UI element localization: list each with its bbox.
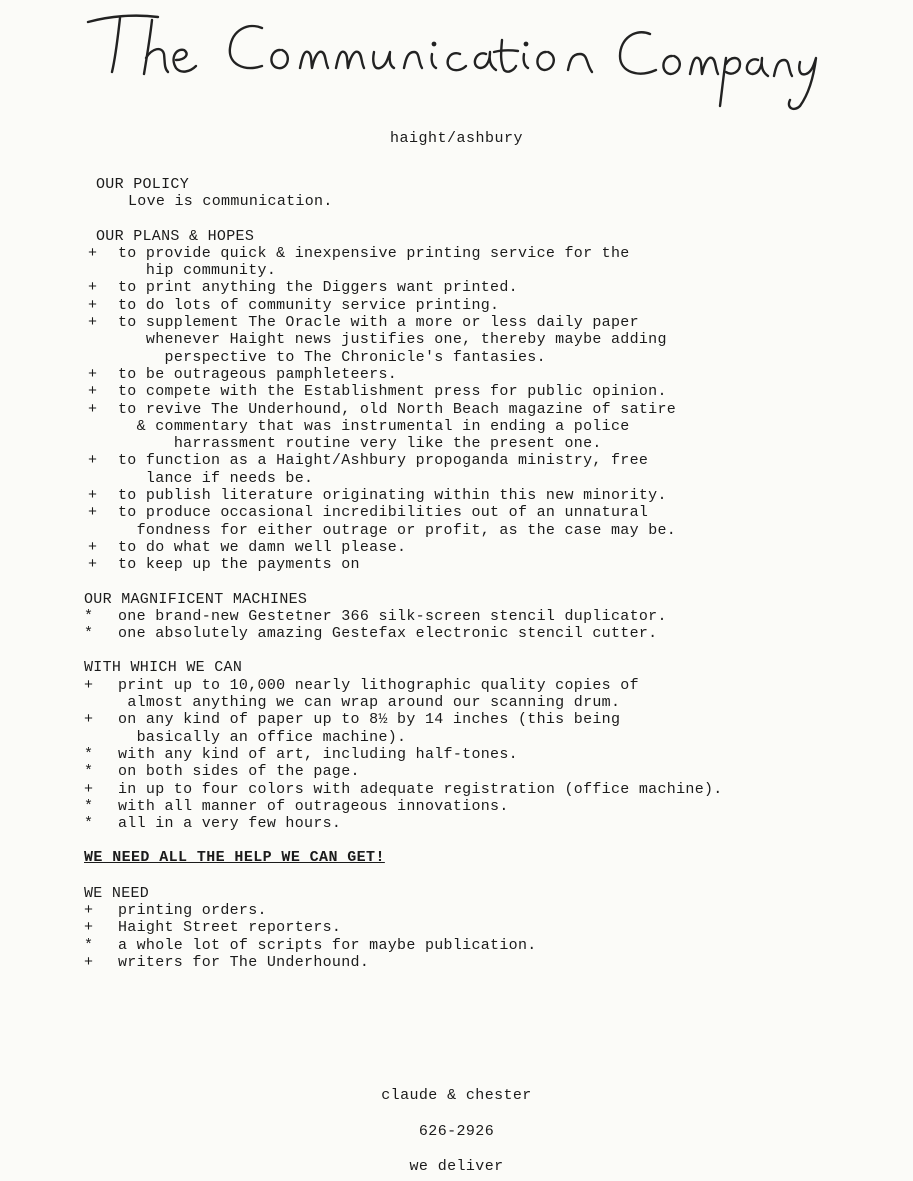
bullet: + — [88, 556, 98, 574]
capabilities-heading: WITH WHICH WE CAN — [84, 659, 243, 677]
policy-text: Love is communication. — [128, 193, 333, 211]
list-item — [84, 746, 854, 763]
list-item — [84, 556, 854, 573]
list-item — [84, 487, 854, 504]
list-item-text: to publish literature originating within this new minority. — [118, 487, 667, 505]
list-item-text: to print anything the Diggers want printed. — [118, 279, 518, 297]
bullet: + — [88, 296, 98, 314]
list-item-text: to revive The Underhound, old North Beach magazine of satire & commentary that was instrumental in ending a police harrassment routine very like the present one. — [118, 400, 677, 453]
list-item — [84, 366, 854, 383]
list-item-text: to provide quick & inexpensive printing service for the hip community. — [118, 244, 630, 280]
bullet: + — [84, 711, 94, 729]
plans-section — [84, 228, 854, 574]
list-item — [84, 279, 854, 296]
list-item — [84, 245, 854, 280]
bullet: * — [84, 797, 94, 815]
list-item — [84, 625, 854, 642]
needs-heading: WE NEED — [84, 884, 150, 902]
list-item — [84, 314, 854, 366]
bullet: + — [88, 487, 98, 505]
bullet: + — [84, 676, 94, 694]
policy-heading: OUR POLICY — [96, 176, 190, 193]
bullet: * — [84, 763, 94, 781]
list-item — [84, 677, 854, 712]
list-item — [84, 937, 854, 954]
list-item — [84, 781, 854, 798]
list-item — [84, 608, 854, 625]
list-item-text: print up to 10,000 nearly lithographic quality copies of almost anything we can wrap around our scanning drum. — [118, 676, 639, 712]
machines-heading: OUR MAGNIFICENT MACHINES — [84, 590, 308, 608]
bullet: * — [84, 625, 94, 643]
list-item-text: writers for The Underhound. — [118, 953, 370, 971]
list-item — [84, 383, 854, 400]
subtitle: haight/ashbury — [389, 130, 524, 147]
bullet: * — [84, 607, 94, 625]
list-item-text: to supplement The Oracle with a more or less daily paper whenever Haight news justifies one, thereby maybe adding perspective to The Chronicle's fantasies. — [118, 314, 667, 366]
list-item — [84, 815, 854, 832]
bullet: + — [84, 919, 94, 937]
list-item-text: to keep up the payments on — [118, 556, 360, 574]
list-item-text: in up to four colors with adequate registration (office machine). — [118, 780, 723, 798]
bullet: + — [88, 365, 98, 383]
bullet: + — [88, 452, 98, 470]
list-item — [84, 539, 854, 556]
flyer-body — [84, 176, 854, 988]
handwritten-title — [0, 0, 913, 120]
bullet: + — [88, 244, 98, 262]
list-item-text: on any kind of paper up to 8½ by 14 inches (this being basically an office machine). — [118, 711, 621, 746]
bullet: * — [84, 745, 94, 763]
list-item-text: one absolutely amazing Gestefax electronic stencil cutter. — [118, 625, 658, 643]
list-item-text: a whole lot of scripts for maybe publication. — [118, 936, 537, 954]
list-item-text: Haight Street reporters. — [118, 919, 342, 937]
list-item — [84, 297, 854, 314]
list-item — [84, 401, 854, 453]
bullet: + — [88, 314, 98, 332]
list-item-text: to compete with the Establishment press for public opinion. — [118, 383, 667, 401]
bullet: * — [84, 936, 94, 954]
list-item — [84, 711, 854, 746]
list-item — [84, 954, 854, 971]
list-item-text: to function as a Haight/Ashbury propoganda ministry, free lance if needs be. — [118, 452, 649, 487]
list-item — [84, 919, 854, 936]
bullet: + — [84, 953, 94, 971]
bullet: * — [84, 815, 94, 833]
help-callout: WE NEED ALL THE HELP WE CAN GET! — [84, 849, 385, 867]
list-item-text: to do what we damn well please. — [118, 538, 407, 556]
list-item-text: to produce occasional incredibilities out of an unnatural fondness for either outrage or profit, as the case may be. — [118, 504, 677, 539]
bullet: + — [88, 538, 98, 556]
handwritten-title-signature — [0, 0, 913, 120]
list-item — [84, 763, 854, 780]
list-item — [84, 504, 854, 539]
bullet: + — [88, 279, 98, 297]
list-item-text: all in a very few hours. — [118, 815, 342, 833]
list-item — [84, 452, 854, 487]
bullet: + — [84, 780, 94, 798]
list-item-text: one brand-new Gestetner 366 silk-screen stencil duplicator. — [118, 607, 667, 625]
footer-names: claude & chester — [381, 1087, 532, 1104]
list-item — [84, 902, 854, 919]
bullet: + — [88, 383, 98, 401]
policy-section — [84, 176, 854, 211]
bullet: + — [84, 901, 94, 919]
list-item-text: to do lots of community service printing. — [118, 296, 500, 314]
list-item-text: printing orders. — [118, 901, 267, 919]
machines-section — [84, 591, 854, 643]
footer-note: we deliver — [409, 1158, 504, 1175]
bullet: + — [88, 504, 98, 522]
needs-section — [84, 885, 854, 971]
plans-heading: OUR PLANS & HOPES — [96, 227, 255, 245]
footer-phone: 626-2926 — [418, 1123, 495, 1140]
list-item-text: with any kind of art, including half-tones. — [118, 745, 518, 763]
list-item-text: on both sides of the page. — [118, 763, 360, 781]
capabilities-section — [84, 659, 854, 832]
list-item-text: to be outrageous pamphleteers. — [118, 365, 398, 383]
list-item-text: with all manner of outrageous innovations. — [118, 797, 509, 815]
bullet: + — [88, 400, 98, 418]
list-item — [84, 798, 854, 815]
